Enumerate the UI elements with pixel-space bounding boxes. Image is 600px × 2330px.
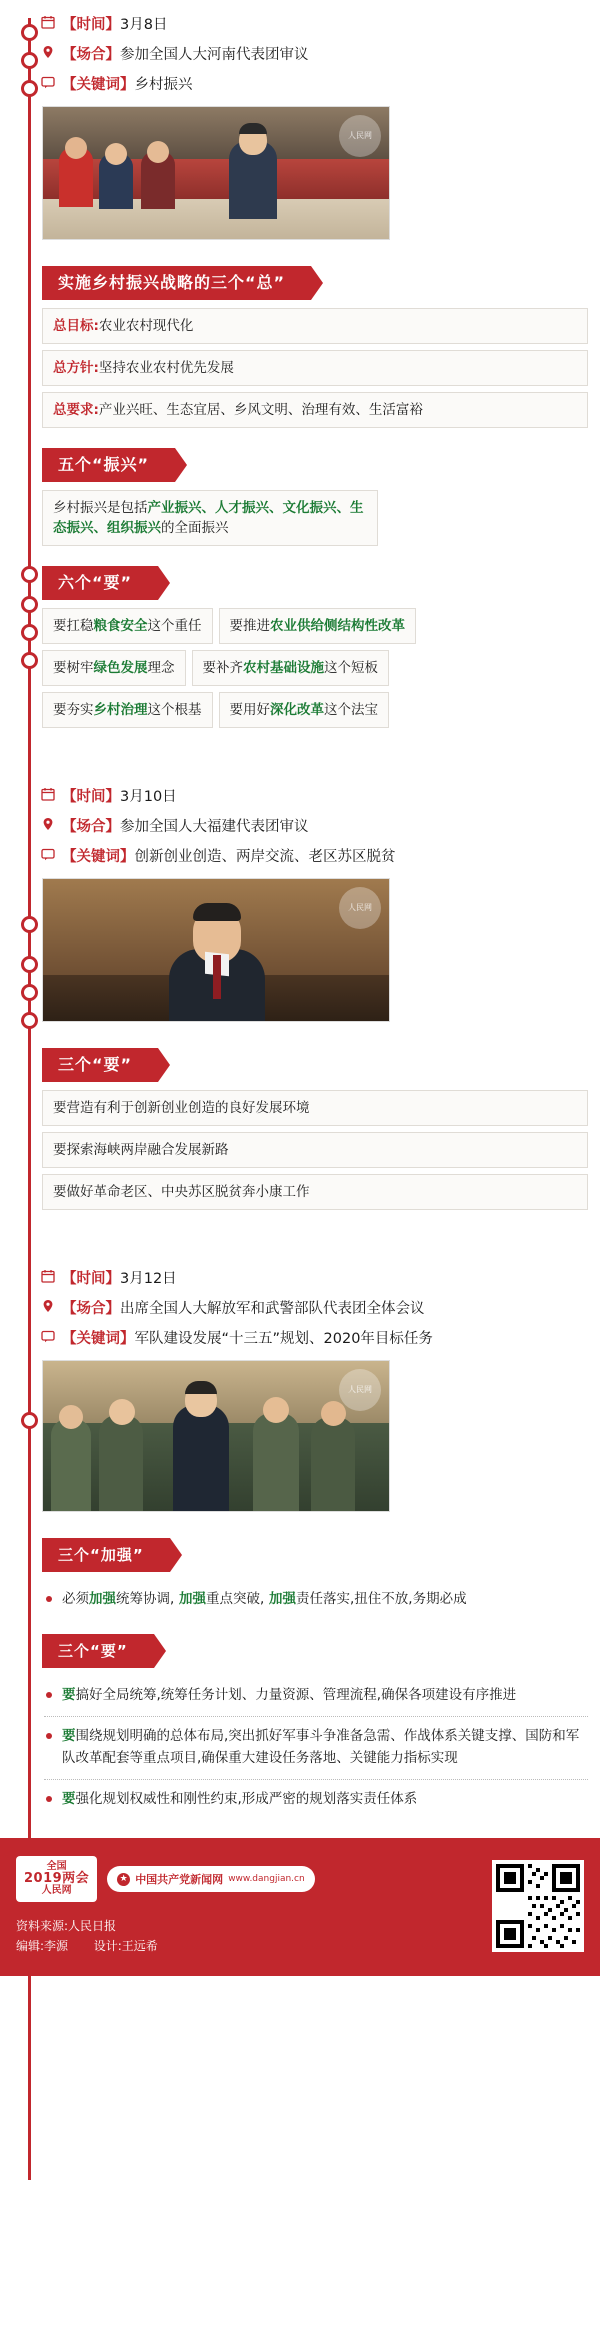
item-row	[42, 692, 213, 728]
item-text: 产业兴旺、生态宜居、乡风文明、治理有效、生活富裕	[98, 402, 423, 418]
item-row	[42, 392, 588, 428]
text-part: 搞好全局统筹,统筹任务计划、力量资源、管理流程,确保各项建设有序推进	[75, 1687, 517, 1703]
list-item	[44, 1780, 588, 1820]
footer-bar	[0, 1838, 600, 1976]
meta-label-keyword: 【关键词】	[62, 849, 135, 865]
section-photo-1	[42, 106, 390, 240]
watermark: 人民网	[339, 115, 381, 157]
text-part: 要扛稳	[53, 618, 94, 634]
text-part: 要夯实	[53, 702, 94, 718]
item-row	[192, 650, 390, 686]
item-text: 要营造有利于创新创业创造的良好发展环境	[53, 1100, 310, 1116]
source-label: 资料来源:	[16, 1919, 69, 1933]
text-part-highlight: 乡村治理	[93, 702, 148, 718]
section-photo-3	[42, 1360, 390, 1512]
designer-label: 设计:	[93, 1939, 122, 1953]
logo-pill-label: 中国共产党新闻网	[135, 1873, 224, 1886]
photo-image	[43, 107, 389, 239]
banner-six-yao: 六个“要”	[42, 566, 158, 600]
text-part: 统筹协调,	[116, 1591, 175, 1607]
text-part-highlight: 产业振兴、人才振兴、文化振兴、生态振兴、组织振兴	[53, 500, 364, 536]
banner-three-zong: 实施乡村振兴战略的三个“总”	[42, 266, 311, 300]
text-part-highlight: 要	[62, 1687, 76, 1703]
section-photo-2	[42, 878, 390, 1022]
qr-code[interactable]	[492, 1860, 584, 1952]
meta-label-time: 【时间】	[62, 1271, 120, 1287]
text-part: 这个重任	[147, 618, 202, 634]
editor-value: 李源	[44, 1939, 69, 1953]
text-part-highlight: 加强	[264, 1591, 296, 1607]
meta-label-keyword: 【关键词】	[62, 1331, 135, 1347]
chat-bubble-icon	[38, 846, 58, 868]
section-march-8	[30, 0, 588, 728]
watermark: 人民网	[339, 1369, 381, 1411]
text-part-highlight: 要	[62, 1791, 76, 1807]
text-part: 乡村振兴是包括	[53, 500, 148, 516]
meta-row-keyword	[38, 74, 588, 96]
photo-image	[43, 1361, 389, 1511]
text-part: 理念	[147, 660, 175, 676]
logo-lianghui	[16, 1856, 97, 1902]
meta-label-place: 【场合】	[62, 819, 120, 835]
section-meta	[38, 0, 588, 96]
item-row	[42, 350, 588, 386]
items-six-yao	[42, 608, 588, 728]
location-pin-icon	[38, 1298, 58, 1320]
item-pair-row	[42, 650, 588, 686]
item-key: 总目标:	[53, 318, 99, 334]
item-row	[42, 650, 186, 686]
chat-bubble-icon	[38, 74, 58, 96]
list-item	[44, 1580, 588, 1620]
logo-pill-url: www.dangjian.cn	[228, 1874, 305, 1884]
text-part-highlight: 加强	[174, 1591, 206, 1607]
text-part: 强化规划权威性和刚性约束,形成严密的规划落实责任体系	[75, 1791, 418, 1807]
footer-credits	[16, 1936, 478, 1956]
text-part: 这个根基	[147, 702, 202, 718]
text-part: 要树牢	[53, 660, 94, 676]
text-part: 重点突破,	[206, 1591, 265, 1607]
meta-label-time: 【时间】	[62, 789, 120, 805]
item-row	[42, 608, 213, 644]
item-row	[42, 1174, 588, 1210]
banner-five-zhenxing: 五个“振兴”	[42, 448, 175, 482]
meta-label-keyword: 【关键词】	[62, 77, 135, 93]
calendar-icon	[38, 786, 58, 808]
item-row	[42, 490, 378, 546]
party-emblem-icon: ★	[117, 1873, 130, 1886]
logo-line1: 全国	[46, 1861, 67, 1872]
text-part: 必须	[62, 1591, 89, 1607]
location-pin-icon	[38, 44, 58, 66]
section-meta	[38, 1254, 588, 1350]
source-value: 人民日报	[68, 1919, 117, 1933]
text-part-highlight: 粮食安全	[93, 618, 148, 634]
meta-value-place: 出席全国人大解放军和武警部队代表团全体会议	[120, 1301, 425, 1317]
meta-row-time	[38, 1268, 588, 1290]
section-meta	[38, 772, 588, 868]
item-text: 农业农村现代化	[98, 318, 194, 334]
item-key: 总方针:	[53, 360, 99, 376]
text-part-highlight: 绿色发展	[93, 660, 148, 676]
text-part-highlight: 农村基础设施	[243, 660, 324, 676]
calendar-icon	[38, 1268, 58, 1290]
text-part: 要补齐	[202, 660, 243, 676]
logo-brand: 人民网	[41, 1885, 72, 1896]
text-part: 要推进	[229, 618, 270, 634]
item-pair-row	[42, 692, 588, 728]
items-five-zhenxing	[42, 490, 588, 546]
dotted-list-jiaqiang	[44, 1580, 588, 1620]
meta-row-keyword	[38, 846, 588, 868]
text-part: 这个短板	[324, 660, 378, 676]
meta-label-time: 【时间】	[62, 17, 120, 33]
text-part: 要用好	[229, 702, 270, 718]
meta-value-place: 参加全国人大河南代表团审议	[120, 47, 309, 63]
item-key: 总要求:	[53, 402, 99, 418]
watermark: 人民网	[339, 887, 381, 929]
section-march-10	[30, 772, 588, 1210]
logo-dangjian[interactable]	[107, 1866, 315, 1892]
calendar-icon	[38, 14, 58, 36]
chat-bubble-icon	[38, 1328, 58, 1350]
footer-left	[16, 1856, 478, 1956]
meta-label-place: 【场合】	[62, 1301, 120, 1317]
text-part-highlight: 要	[62, 1728, 76, 1744]
text-part: 的全面振兴	[161, 520, 229, 536]
meta-value-time: 3月12日	[120, 1271, 177, 1287]
item-text: 要探索海峡两岸融合发展新路	[53, 1142, 229, 1158]
meta-value-keyword: 创新创业创造、两岸交流、老区苏区脱贫	[134, 849, 396, 865]
logo-line2: 2019两会	[24, 1871, 90, 1886]
meta-row-place	[38, 44, 588, 66]
item-pair-row	[42, 608, 588, 644]
item-row	[219, 608, 417, 644]
item-row	[42, 308, 588, 344]
meta-row-place	[38, 816, 588, 838]
footer-logos	[16, 1856, 478, 1902]
photo-image	[43, 879, 389, 1021]
list-item	[44, 1676, 588, 1717]
item-row	[219, 692, 390, 728]
items-three-zong	[42, 308, 588, 428]
meta-row-keyword	[38, 1328, 588, 1350]
banner-three-yao: 三个“要”	[42, 1048, 158, 1082]
text-part-highlight: 加强	[89, 1591, 116, 1607]
text-part: 这个法宝	[324, 702, 378, 718]
meta-row-place	[38, 1298, 588, 1320]
meta-value-keyword: 乡村振兴	[134, 77, 193, 93]
text-part: 责任落实,扭住不放,务期必成	[296, 1591, 467, 1607]
items-three-yao	[42, 1090, 588, 1210]
list-item	[44, 1717, 588, 1780]
meta-value-time: 3月10日	[120, 789, 177, 805]
meta-value-place: 参加全国人大福建代表团审议	[120, 819, 309, 835]
item-text: 坚持农业农村优先发展	[98, 360, 234, 376]
banner-three-yao-2: 三个“要”	[42, 1634, 154, 1668]
item-row	[42, 1132, 588, 1168]
meta-value-time: 3月8日	[120, 17, 168, 33]
location-pin-icon	[38, 816, 58, 838]
dotted-list-yao	[44, 1676, 588, 1820]
text-part-highlight: 深化改革	[270, 702, 324, 718]
text-part: 围绕规划明确的总体布局,突出抓好军事斗争准备急需、作战体系关键支撑、国防和军队改革配套等重点项目,确保重大建设任务落地、关键能力指标实现	[62, 1728, 580, 1766]
banner-three-jiaqiang: 三个“加强”	[42, 1538, 170, 1572]
designer-value: 王远希	[121, 1939, 158, 1953]
section-march-12	[30, 1254, 588, 1820]
footer-source	[16, 1916, 478, 1936]
item-text: 要做好革命老区、中央苏区脱贫奔小康工作	[53, 1184, 310, 1200]
meta-label-place: 【场合】	[62, 47, 120, 63]
meta-row-time	[38, 14, 588, 36]
item-row	[42, 1090, 588, 1126]
text-part-highlight: 农业供给侧结构性改革	[270, 618, 405, 634]
meta-value-keyword: 军队建设发展“十三五”规划、2020年目标任务	[134, 1331, 433, 1347]
editor-label: 编辑:	[16, 1939, 45, 1953]
meta-row-time	[38, 786, 588, 808]
